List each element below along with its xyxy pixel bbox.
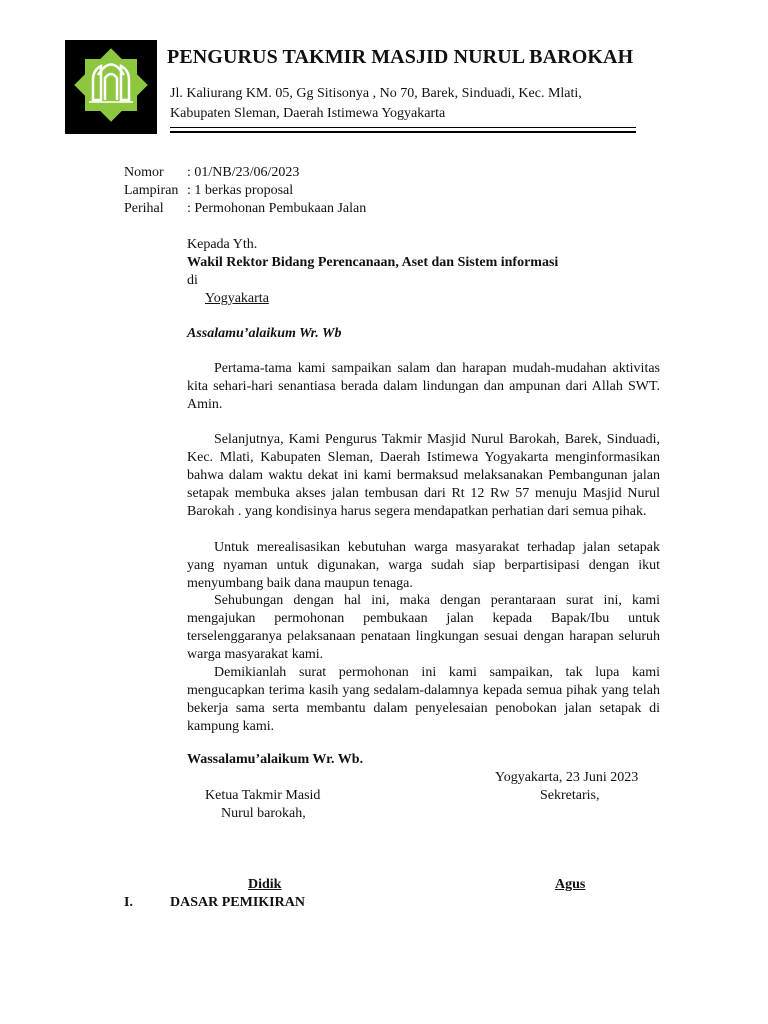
recipient-name: Wakil Rektor Bidang Perencanaan, Aset dan Sistem informasi xyxy=(187,255,559,270)
organization-title: PENGURUS TAKMIR MASJID NURUL BAROKAH xyxy=(167,46,634,68)
mosque-logo xyxy=(65,40,157,134)
meta-lampiran xyxy=(124,183,293,199)
left-signatory-title-1: Ketua Takmir Masid xyxy=(205,788,321,803)
paragraph-2: Selanjutnya, Kami Pengurus Takmir Masjid Nurul Barokah, Barek, Sinduadi, Kec. Mlati, Kabupaten Sleman, Daerah Istimewa Yogyakarta menginformasikan bahwa dalam waktu dekat ini kami bermaksud melaksanakan Pembangunan jalan setapak membuka akses jalan tembusan dari Rt 12 Rw 57 menuju Masjid Nurul Barokah . yang kondisinya harus segera mendapatkan perhatian dari semua pihak. xyxy=(187,432,660,519)
mosque-emblem-icon xyxy=(65,40,157,134)
lampiran-value: : 1 berkas proposal xyxy=(187,183,294,198)
right-signatory-title: Sekretaris, xyxy=(540,788,600,803)
section-title: DASAR PEMIKIRAN xyxy=(170,895,305,910)
paragraph-3: Untuk merealisasikan kebutuhan warga masyarakat terhadap jalan setapak yang nyaman untuk digunakan, warga sudah siap berpartisipasi dengan ikut menyumbang baik dana maupun tenaga. xyxy=(187,540,660,591)
perihal-label: Perihal xyxy=(124,201,164,216)
recipient-greeting: Kepada Yth. xyxy=(187,237,258,252)
recipient-di: di xyxy=(187,273,198,288)
header-divider-thick xyxy=(170,131,636,133)
perihal-value: : Permohonan Pembukaan Jalan xyxy=(187,201,367,216)
closing-salutation: Wassalamu’alaikum Wr. Wb. xyxy=(187,752,364,767)
section-number: I. xyxy=(124,895,133,910)
meta-nomor xyxy=(124,165,299,181)
paragraph-4: Sehubungan dengan hal ini, maka dengan perantaraan surat ini, kami mengajukan permohonan pembukaan jalan kepada Bapak/Ibu untuk terselenggaranya pelaksanaan penataan lingkungan sesuai dengan harapan seluruh warga masyarakat kami. xyxy=(187,593,660,662)
nomor-value: : 01/NB/23/06/2023 xyxy=(187,165,300,180)
organization-address: Jl. Kaliurang KM. 05, Gg Sitisonya , No 70, Barek, Sinduadi, Kec. Mlati, Kabupaten Sleman, Daerah Istimewa Yogyakarta xyxy=(170,86,582,121)
meta-perihal xyxy=(124,201,366,217)
recipient-place: Yogyakarta xyxy=(205,291,269,306)
salutation: Assalamu’alaikum Wr. Wb xyxy=(187,326,342,341)
place-date: Yogyakarta, 23 Juni 2023 xyxy=(495,770,639,785)
header-divider-thin xyxy=(170,127,636,128)
nomor-label: Nomor xyxy=(124,165,164,180)
right-signatory-name: Agus xyxy=(555,877,586,892)
left-signatory-title-2: Nurul barokah, xyxy=(221,806,306,821)
paragraph-1: Pertama-tama kami sampaikan salam dan harapan mudah-mudahan aktivitas kita sehari-hari senantiasa berada dalam lindungan dan ampunan dari Allah SWT. Amin. xyxy=(187,361,660,412)
lampiran-label: Lampiran xyxy=(124,183,179,198)
paragraph-5: Demikianlah surat permohonan ini kami sampaikan, tak lupa kami mengucapkan terima kasih yang sedalam-dalamnya kepada semua pihak yang telah bekerja sama serta membantu dalam penyelesaian penobokan jalan setapak di kampung kami. xyxy=(187,665,660,734)
left-signatory-name: Didik xyxy=(248,877,282,892)
